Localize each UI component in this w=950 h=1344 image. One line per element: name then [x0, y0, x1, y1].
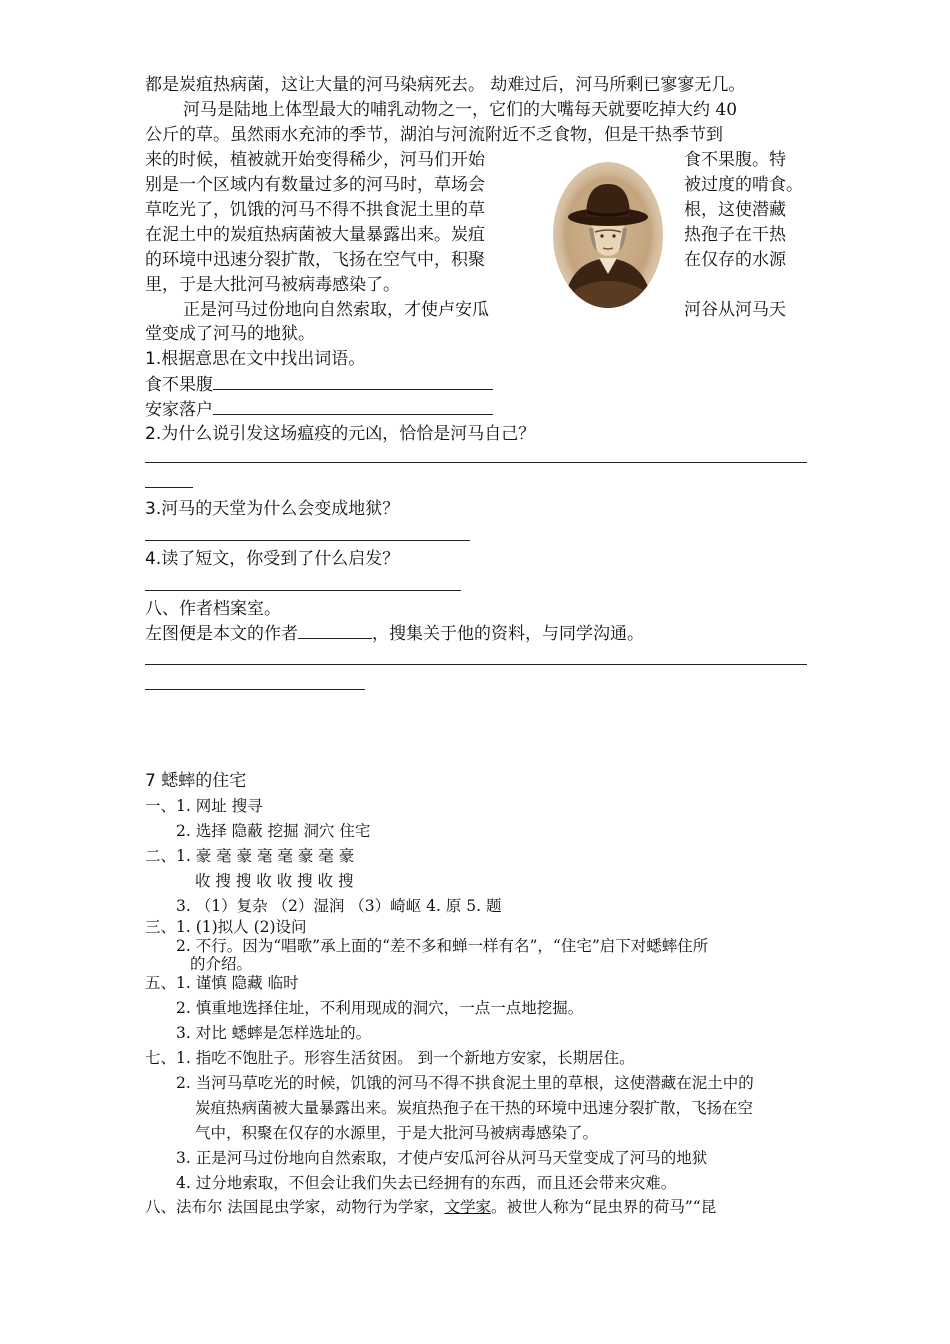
answer-8-underlined: 文学家 [444, 1198, 491, 1216]
passage-line: 别是一个区域内有数量过多的河马时，草场会 [145, 175, 485, 195]
question-4: 4.读了短文，你受到了什么启发？ [145, 549, 400, 569]
answer-line[interactable] [145, 689, 365, 690]
answer-blank[interactable] [213, 398, 493, 415]
answer-line-text: 2. 选择 隐蔽 挖掘 洞穴 住宅 [176, 822, 371, 840]
passage-line-right: 根，这使潜藏 [684, 200, 786, 220]
passage-line: 草吃光了，饥饿的河马不得不拱食泥土里的草 [145, 200, 485, 220]
answer-8-prefix: 八、法布尔 法国昆虫学家，动物行为学家， [145, 1198, 445, 1216]
section-text-before: 左图便是本文的作者 [145, 624, 298, 644]
answer-line-text: 收 搜 搜 收 收 搜 收 搜 [195, 872, 354, 890]
answer-line-text: 气中，积聚在仅存的水源里，于是大批河马被病毒感染了。 [195, 1124, 599, 1142]
answer-line[interactable] [145, 664, 807, 665]
passage-line: 都是炭疽热病菌，这让大量的河马染病死去。 劫难过后，河马所剩已寥寥无几。 [145, 75, 746, 95]
answer-line-text: 3. （1）复杂 （2）湿润 （3）崎岖 4. 原 5. 题 [176, 897, 502, 915]
passage-line: 堂变成了河马的地狱。 [145, 324, 315, 344]
passage-line-right: 河谷从河马天 [684, 300, 786, 320]
passage-line: 的环境中迅速分裂扩散，飞扬在空气中，积聚 [145, 250, 485, 270]
answer-line-text: 的介绍。 [190, 955, 253, 973]
answer-line-text: 3. 正是河马过份地向自然索取，才使卢安瓜河谷从河马天堂变成了河马的地狱 [176, 1149, 708, 1167]
answer-line-text: 炭疽热病菌被大量暴露出来。炭疽热孢子在干热的环境中迅速分裂扩散，飞扬在空 [195, 1099, 754, 1117]
section-text-after: ，搜集关于他的资料，与同学沟通。 [372, 624, 644, 644]
answer-line[interactable] [145, 590, 461, 591]
vocab-word: 食不果腹 [145, 375, 213, 395]
passage-line: 来的时候，植被就开始变得稀少，河马们开始 [145, 150, 485, 170]
answer-8-suffix: 。被世人称为“昆虫界的荷马”“昆 [490, 1198, 717, 1216]
passage-line: 正是河马过份地向自然索取，才使卢安瓜 [183, 300, 489, 320]
vocab-word: 安家落户 [145, 400, 213, 420]
passage-line: 公斤的草。虽然雨水充沛的季节，湖泊与河流附近不乏食物，但是干热季节到 [145, 125, 723, 145]
question-1: 1.根据意思在文中找出词语。 [145, 349, 366, 369]
author-portrait-photo [553, 162, 663, 308]
answer-line-text: 4. 过分地索取，不但会让我们失去已经拥有的东西，而且还会带来灾难。 [176, 1174, 677, 1192]
answer-blank[interactable] [213, 373, 493, 390]
answer-line-text: 2. 当河马草吃光的时候，饥饿的河马不得不拱食泥土里的草根，这使潜藏在泥土中的 [176, 1074, 754, 1092]
question-2: 2.为什么说引发这场瘟疫的元凶，恰恰是河马自己？ [145, 424, 536, 444]
author-name-blank[interactable] [298, 622, 372, 639]
passage-line-right: 被过度的啃食。 [684, 175, 803, 195]
passage-line-right: 食不果腹。特 [684, 150, 786, 170]
passage-line: 里，于是大批河马被病毒感染了。 [145, 275, 400, 295]
section-text [145, 622, 644, 645]
answer-line-text: 五、1. 谨慎 隐藏 临时 [145, 974, 299, 992]
question-3: 3.河马的天堂为什么会变成地狱？ [145, 499, 400, 519]
answer-line-text: 一、1. 网址 搜寻 [145, 797, 263, 815]
answer-line-text: 七、1. 指吃不饱肚子。形容生活贫困。 到一个新地方安家，长期居住。 [145, 1049, 635, 1067]
passage-line: 河马是陆地上体型最大的哺乳动物之一，它们的大嘴每天就要吃掉大约 40 [183, 100, 738, 120]
answers-title: 7 蟋蟀的住宅 [145, 771, 247, 791]
passage-line: 在泥土中的炭疽热病菌被大量暴露出来。炭疽 [145, 225, 485, 245]
vocab-item [145, 398, 493, 421]
vocab-item [145, 373, 493, 396]
answer-line-text [145, 1196, 716, 1218]
answer-line-text: 3. 对比 蟋蟀是怎样选址的。 [176, 1024, 372, 1042]
passage-line-right: 热孢子在干热 [684, 225, 786, 245]
answer-line-text: 二、1. 豪 毫 豪 毫 毫 豪 毫 豪 [145, 847, 355, 865]
answer-line-text: 2. 不行。因为“唱歌”承上面的“差不多和蝉一样有名”，“住宅”启下对蟋蟀住所 [176, 937, 709, 955]
answer-line[interactable] [145, 540, 470, 541]
answer-line[interactable] [145, 462, 807, 463]
passage-line-right: 在仅存的水源 [684, 250, 786, 270]
answer-line-text: 2. 慎重地选择住址，不利用现成的洞穴，一点一点地挖掘。 [176, 999, 584, 1017]
answer-line[interactable] [145, 487, 193, 488]
answer-line-text: 三、1. (1)拟人 (2)设问 [145, 918, 307, 936]
section-heading: 八、作者档案室。 [145, 599, 281, 619]
